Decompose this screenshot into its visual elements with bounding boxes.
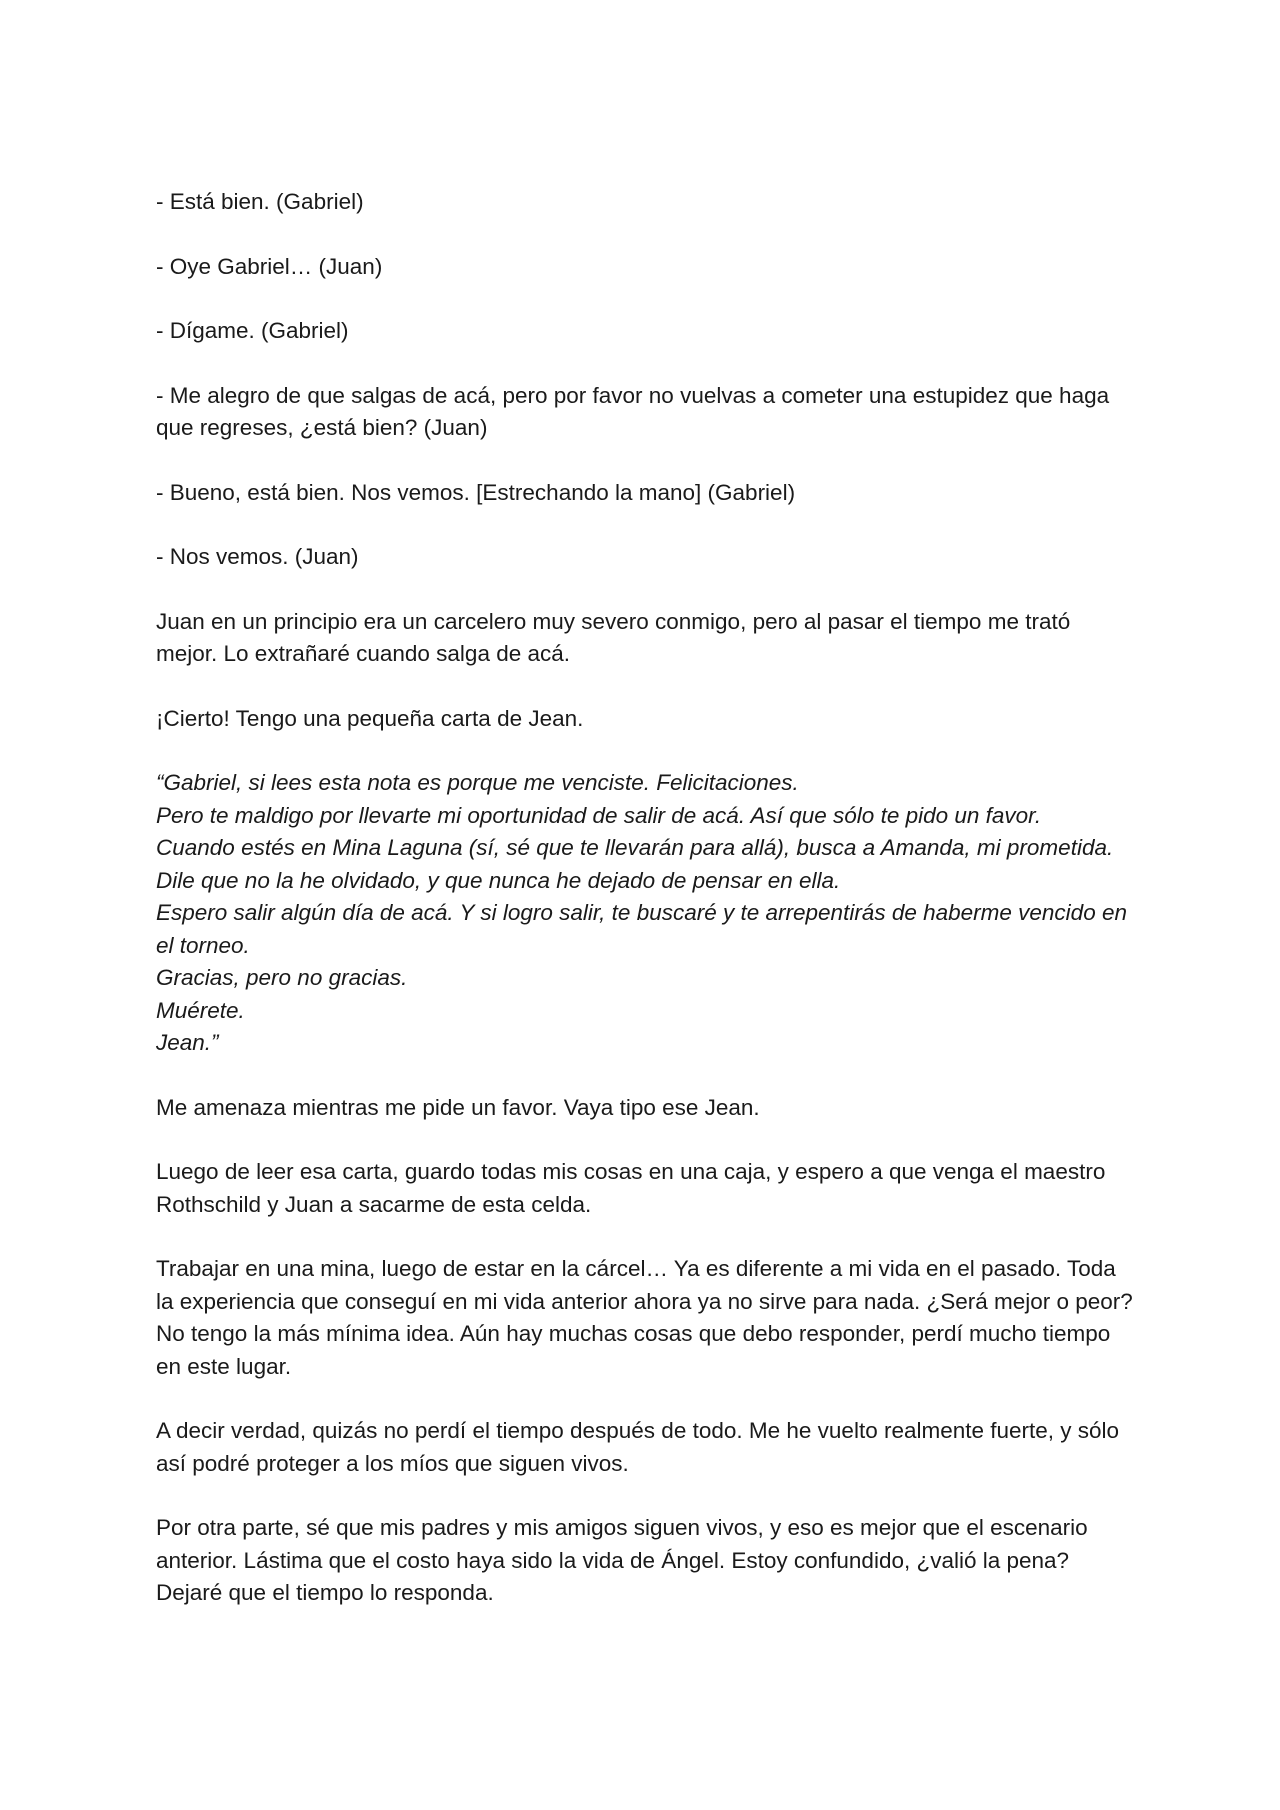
letter-line: Espero salir algún día de acá. Y si logro salir, te buscaré y te arrepentirás de haberme vencido en el torneo. <box>156 900 1127 958</box>
dialogue-line: - Oye Gabriel… (Juan) <box>156 253 383 279</box>
letter-signature: Jean.” <box>156 1030 219 1055</box>
narrative-paragraph: Trabajar en una mina, luego de estar en la cárcel… Ya es diferente a mi vida en el pasado. Toda la experiencia que conseguí en mi vida anterior ahora ya no sirve para nada. ¿Será mejor o peor? No tengo la más mínima idea. Aún hay muchas cosas que debo responder, perdí mucho tiempo en este lugar. <box>156 1256 1133 1379</box>
narrative-paragraph: Me amenaza mientras me pide un favor. Vaya tipo ese Jean. <box>156 1094 760 1120</box>
dialogue-line: - Nos vemos. (Juan) <box>156 544 359 569</box>
narrative-paragraph: Juan en un principio era un carcelero muy severo conmigo, pero al pasar el tiempo me trató mejor. Lo extrañaré cuando salga de acá. <box>156 608 1071 666</box>
dialogue-line: - Dígame. (Gabriel) <box>156 318 349 343</box>
document-body <box>156 186 1136 1642</box>
narrative-paragraph: A decir verdad, quizás no perdí el tiempo después de todo. Me he vuelto realmente fuerte, y sólo así podré proteger a los míos que siguen vivos. <box>156 1418 1120 1476</box>
dialogue-line: - Está bien. (Gabriel) <box>156 189 364 214</box>
letter-line: Gracias, pero no gracias. <box>156 965 408 990</box>
narrative-paragraph: ¡Cierto! Tengo una pequeña carta de Jean. <box>156 705 584 731</box>
dialogue-line: - Bueno, está bien. Nos vemos. [Estrechando la mano] (Gabriel) <box>156 479 796 505</box>
narrative-paragraph: Luego de leer esa carta, guardo todas mis cosas en una caja, y espero a que venga el maestro Rothschild y Juan a sacarme de esta celda. <box>156 1159 1106 1217</box>
letter-line: Muérete. <box>156 997 245 1023</box>
letter-block <box>156 767 1136 1060</box>
dialogue-line: - Me alegro de que salgas de acá, pero por favor no vuelvas a cometer una estupidez que haga que regreses, ¿está bien? (Juan) <box>156 382 1110 440</box>
narrative-paragraph: Por otra parte, sé que mis padres y mis amigos siguen vivos, y eso es mejor que el escenario anterior. Lástima que el costo haya sido la vida de Ángel. Estoy confundido, ¿valió la pena? Dejaré que el tiempo lo responda. <box>156 1515 1088 1605</box>
letter-line: Cuando estés en Mina Laguna (sí, sé que te llevarán para allá), busca a Amanda, mi prometida. Dile que no la he olvidado, y que nunca he dejado de pensar en ella. <box>156 835 1114 893</box>
letter-line: Pero te maldigo por llevarte mi oportunidad de salir de acá. Así que sólo te pido un favor. <box>156 802 1042 828</box>
letter-line: “Gabriel, si lees esta nota es porque me venciste. Felicitaciones. <box>156 770 799 795</box>
